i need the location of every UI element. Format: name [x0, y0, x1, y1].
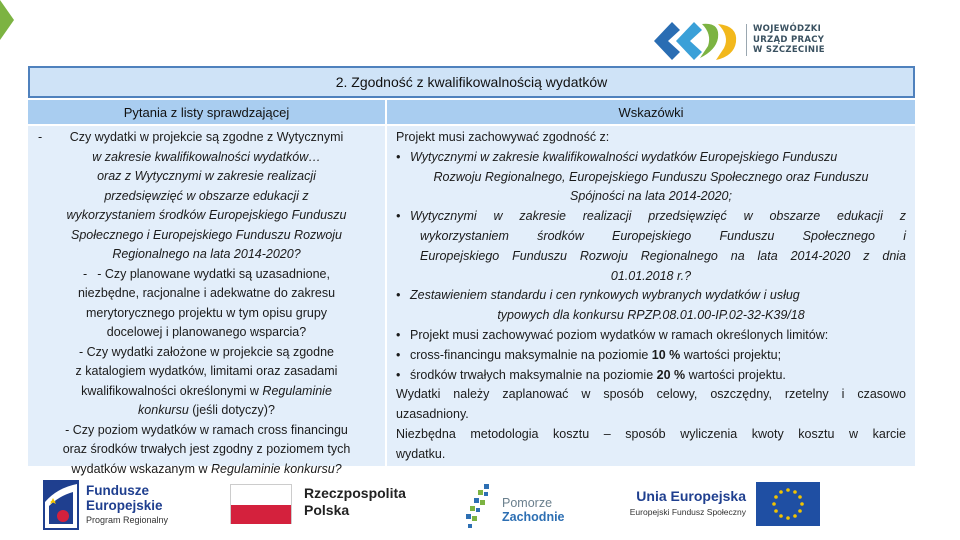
guideline-line: 01.01.2018 r.? — [610, 268, 692, 283]
green-accent-triangle — [0, 0, 14, 40]
guideline-line: typowych dla konkursu RPZP.08.01.00-IP.02-32-K39/18 — [497, 308, 805, 323]
question-line: docelowej i planowanego wsparcia? — [106, 325, 307, 339]
fundusze-europejskie-star-icon — [43, 480, 79, 530]
guideline-line — [396, 366, 906, 386]
guideline-line: wykorzystaniem środków Europejskiego Funduszu Społecznego i — [420, 228, 906, 243]
eu-flag-icon — [756, 482, 820, 526]
guideline-line — [396, 286, 906, 306]
bullet-icon: • — [396, 209, 401, 224]
question-line-text: - Czy planowane wydatki są uzasadnione, — [97, 266, 330, 281]
guideline-line: Niezbędna metodologia kosztu – sposób wyliczenia kwoty kosztu w karcie — [396, 426, 906, 441]
question-dash: - — [83, 266, 88, 281]
fundusze-europejskie-logo — [43, 480, 79, 530]
guideline-line — [396, 148, 906, 168]
question-line: z katalogiem wydatków, limitami oraz zasadami — [75, 364, 338, 378]
fe-line-2: Europejskie — [86, 498, 163, 513]
question-line-text: kwalifikowalności określonymi w — [81, 383, 259, 398]
fe-line-3: Program Regionalny — [86, 515, 169, 525]
wup-logo-line-3: W SZCZECINIE — [753, 45, 825, 55]
guideline-text: Projekt musi zachowywać poziom wydatków w ramach określonych limitów: — [410, 327, 829, 342]
guideline-text: wartości projektu. — [688, 367, 786, 382]
column-divider — [385, 100, 387, 466]
guideline-line — [396, 326, 906, 346]
question-line — [28, 265, 385, 285]
question-dash: - — [38, 130, 43, 144]
question-line: - Czy wydatki założone w projekcie są zgodne — [79, 344, 334, 359]
guideline-text: środków trwałych maksymalnie na poziomie — [410, 367, 654, 382]
fe-line-1: Fundusze — [86, 483, 149, 498]
wup-logo-line-1: WOJEWÓDZKI — [753, 24, 822, 34]
guideline-text: wartości projektu; — [683, 347, 782, 362]
guideline-line: Spójności na lata 2014-2020; — [570, 189, 732, 204]
guideline-bold-value: 20 % — [656, 367, 686, 382]
pz-line-2: Zachodnie — [502, 510, 565, 524]
question-line: Społecznego i Europejskiego Funduszu Rozwoju — [71, 227, 342, 242]
question-line: oraz z Wytycznymi w zakresie realizacji — [97, 169, 316, 183]
bullet-icon: • — [396, 288, 401, 303]
rp-line-2: Polska — [304, 502, 350, 518]
rzeczpospolita-polska-text — [304, 485, 406, 519]
guideline-bold-value: 10 % — [651, 347, 681, 362]
guideline-line — [396, 346, 906, 366]
guideline-line — [396, 207, 906, 227]
unia-europejska-text — [618, 488, 746, 520]
footer-logos — [0, 472, 960, 540]
pomorze-zachodnie-text — [502, 496, 565, 524]
eu-stars-icon — [756, 482, 820, 526]
guideline-line: Projekt musi zachowywać zgodność z: — [396, 130, 610, 144]
question-line: Regionalnego na lata 2014-2020? — [112, 247, 301, 261]
wup-logo-line-2: URZĄD PRACY — [753, 34, 825, 45]
bullet-icon: • — [396, 347, 401, 362]
guideline-text: Wytycznymi w zakresie kwalifikowalności wydatków Europejskiego Funduszu — [410, 149, 838, 164]
pz-line-1: Pomorze — [502, 496, 553, 510]
table-title: 2. Zgodność z kwalifikowalnością wydatków — [28, 66, 915, 98]
question-line-italic: Regulaminie konkursu? — [211, 461, 342, 476]
guideline-text: Wytycznymi w zakresie realizacji przedsięwzięć w obszarze edukacji z — [410, 209, 906, 224]
guideline-line: Wydatki należy zaplanować w sposób celowy, oszczędny, rzetelny i czasowo — [396, 387, 906, 402]
eligibility-table — [28, 66, 915, 476]
question-line-text: wydatków wskazanym w — [71, 461, 208, 476]
polish-flag-icon — [230, 484, 292, 524]
wup-logo-mark-icon — [650, 16, 742, 66]
bullet-icon: • — [396, 367, 401, 382]
fundusze-europejskie-text — [86, 483, 168, 528]
wup-logo-text — [746, 24, 825, 56]
question-line: niezbędne, racjonalne i adekwatne do zakresu — [77, 286, 336, 300]
question-line: Czy wydatki w projekcie są zgodne z Wytycznymi — [69, 130, 344, 144]
question-line-italic: Regulaminie — [262, 383, 332, 398]
question-line: w zakresie kwalifikowalności wydatków… — [92, 149, 321, 164]
questions-text — [28, 128, 385, 479]
question-line-italic: konkursu — [138, 403, 189, 417]
question-line-text: (jeśli dotyczy)? — [192, 403, 275, 417]
question-line — [28, 382, 385, 402]
guideline-text: Zestawieniem standardu i cen rynkowych wybranych wydatków i usług — [410, 288, 800, 303]
header-questions: Pytania z listy sprawdzającej — [28, 100, 385, 126]
question-line: wykorzystaniem środków Europejskiego Funduszu — [66, 208, 347, 222]
rp-line-1: Rzeczpospolita — [304, 485, 406, 501]
ue-line-2: Europejski Fundusz Społeczny — [629, 507, 746, 517]
pomorze-zachodnie-mark-icon — [462, 480, 502, 532]
guidelines-text — [396, 128, 906, 465]
question-line — [28, 401, 385, 421]
guideline-text: cross-financingu maksymalnie na poziomie — [410, 347, 649, 362]
guideline-line: wydatku. — [396, 446, 446, 461]
header-guidelines: Wskazówki — [387, 100, 915, 126]
guideline-line: Rozwoju Regionalnego, Europejskiego Funduszu Społecznego oraz Funduszu — [433, 169, 869, 184]
guideline-line: uzasadniony. — [396, 407, 469, 422]
question-line: przedsięwzięć w obszarze edukacji z — [104, 188, 309, 203]
wup-szczecin-logo — [650, 16, 840, 68]
ue-line-1: Unia Europejska — [636, 488, 746, 504]
question-line: oraz środków trwałych jest zgodny z poziomem tych — [62, 442, 351, 456]
question-line: - Czy poziom wydatków w ramach cross financingu — [65, 422, 348, 437]
question-line: merytorycznego projektu w tym opisu grupy — [85, 305, 328, 320]
bullet-icon: • — [396, 149, 401, 164]
bullet-icon: • — [396, 327, 401, 342]
guideline-line: Europejskiego Funduszu Rozwoju Regionalnego na lata 2014-2020 z dnia — [420, 248, 906, 263]
